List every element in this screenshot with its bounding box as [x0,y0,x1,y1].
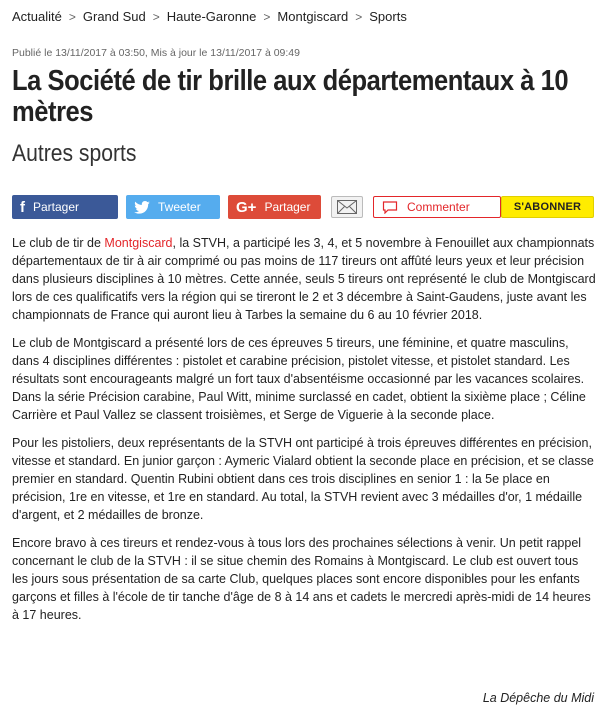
breadcrumb-item-actualite[interactable]: Actualité [12,9,62,24]
share-bar [12,195,594,219]
publication-date: Publié le 13/11/2017 à 03:50, Mis à jour le 13/11/2017 à 09:49 [12,47,300,59]
breadcrumb-item-grand-sud[interactable]: Grand Sud [82,9,146,24]
comment-icon [382,201,398,214]
breadcrumb [12,9,407,24]
paragraph-text: , la STVH, a participé les 3, 4, et 5 novembre à Fenouillet aux championnats départementaux de tir à air comprimé ou pas moins de 117 tireurs ont affûté leurs yeux et leur précision dans plusieurs disciplines à 10 mètres. Cette année, seuls 5 tireurs ont représenté le club de Montgiscard lors de ces qualificatifs vers la région qui se tireront le 2 et 3 décembre à Saint-Gaudens, juste avant les championnats de France qui auront lieu à Tarbes la semaine du 6 au 10 février 2018. [12,236,596,322]
facebook-share-label: Partager [33,200,80,214]
twitter-share-button[interactable] [126,195,220,219]
breadcrumb-separator: > [355,9,363,24]
article-paragraph [12,234,597,324]
breadcrumb-separator: > [263,9,271,24]
breadcrumb-item-sports[interactable]: Sports [369,9,407,24]
montgiscard-link[interactable]: Montgiscard [104,236,173,250]
twitter-icon [134,201,150,214]
facebook-share-button[interactable] [12,195,118,219]
article-category: Autres sports [12,140,137,167]
twitter-share-label: Tweeter [158,200,201,214]
paragraph-text: Le club de tir de [12,236,105,250]
article-signature: La Dépêche du Midi [482,691,594,705]
email-share-button[interactable] [331,196,363,218]
google-plus-icon: G+ [236,198,257,216]
breadcrumb-item-montgiscard[interactable]: Montgiscard [277,9,349,24]
comment-button[interactable] [373,196,501,218]
article-paragraph: Encore bravo à ces tireurs et rendez-vous à tous lors des prochaines sélections à venir. Un petit rappel concernant le club de la STVH : il se situe chemin des Romains à Montgiscard. Le club est ouvert tous les jours sous présentation de sa carte Club, quelques places sont encore disponibles pour les enfants garçons et filles à l'école de tir tanche d'âge de 8 à 14 ans et cadets le mercredi après-midi de 14 heures à 17 heures. [12,536,591,622]
article-title: La Société de tir brille aux départementaux à 10 mètres [12,65,569,128]
facebook-icon: f [20,198,25,216]
breadcrumb-separator: > [68,9,76,24]
google-plus-share-button[interactable] [228,195,321,219]
article-paragraph: Le club de Montgiscard a présenté lors de ces épreuves 5 tireurs, une féminine, et quatre masculins, dans 4 disciplines différentes : pistolet et carabine précision, pistolet vitesse, et pistolet standard. Les résultats sont encourageants malgré un fort taux d'absentéisme occasionné par les vacances scolaires. Dans la série Précision carabine, Paul Witt, minime surclassé en cadet, obtient la sixième place ; Céline Carrière et Paul Vallez se classent troisièmes, et Serge de Viguerie à la seconde place. [12,336,586,422]
article-body [12,234,597,634]
breadcrumb-item-haute-garonne[interactable]: Haute-Garonne [166,9,257,24]
article-paragraph: Pour les pistoliers, deux représentants de la STVH ont participé à trois épreuves différentes en précision, vitesse et standard. En junior garçon : Aymeric Vialard obtient la seconde place en précision, et se classe premier en standard. Quentin Rubini obtient dans ces trois disciplines en senior 1 : la 5e place en précision, 1re en vitesse, et 1re en standard. Au total, la STVH revient avec 3 médailles d'or, 1 médaille d'argent, et 2 médailles de bronze. [12,436,594,522]
google-plus-share-label: Partager [264,200,311,214]
subscribe-button[interactable]: S'ABONNER [501,196,594,218]
comment-label: Commenter [407,200,470,214]
envelope-icon [337,200,357,214]
breadcrumb-separator: > [152,9,160,24]
